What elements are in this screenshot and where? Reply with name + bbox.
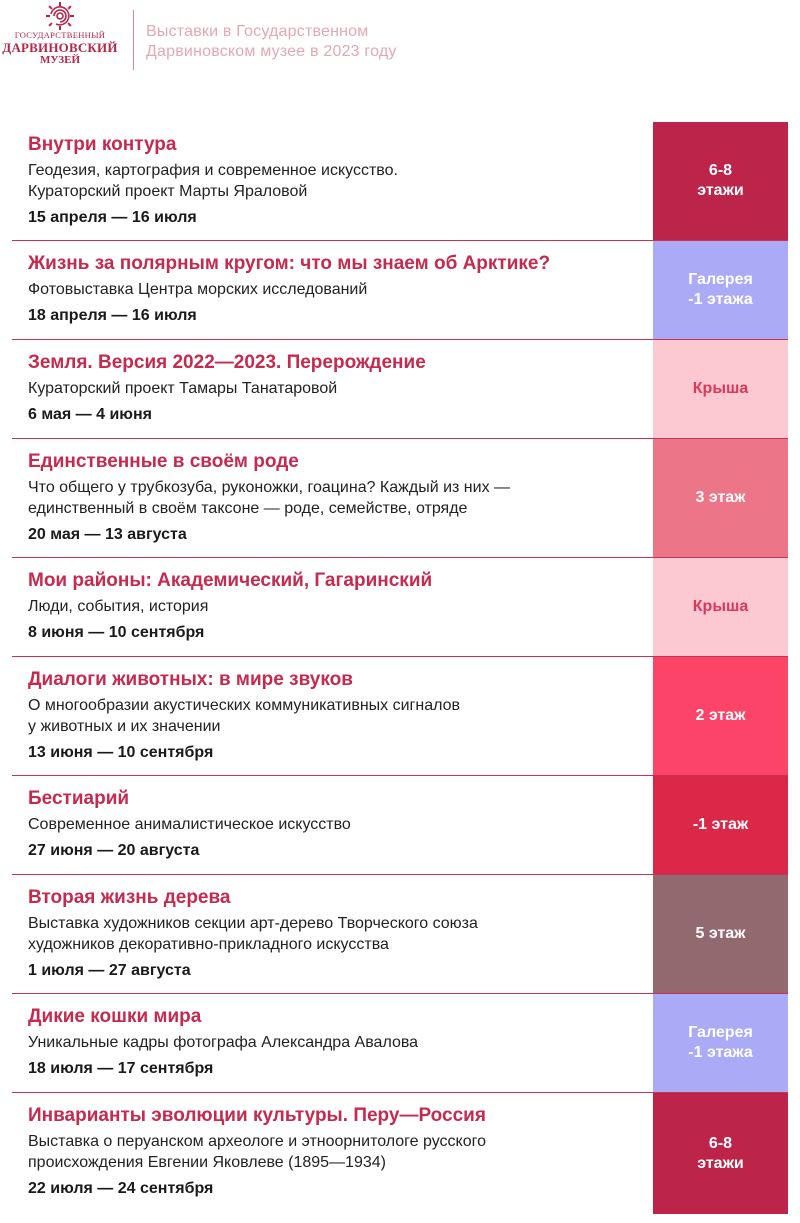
exhibition-info	[28, 558, 638, 643]
exhibition-row	[12, 241, 788, 340]
exhibition-description: Выставка художников секции арт-дерево Творческого союза художников декоративно-прикладного искусства	[28, 915, 478, 953]
exhibition-description: Фотовыставка Центра морских исследований	[28, 281, 368, 298]
floor-badge: Крыша	[653, 558, 788, 656]
exhibition-row	[12, 439, 788, 558]
floor-badge: 6-8 этажи	[653, 1093, 788, 1214]
exhibition-description: Современное анималистическое искусство	[28, 816, 351, 833]
exhibition-row	[12, 875, 788, 994]
exhibition-info	[28, 657, 638, 763]
museum-logo[interactable]	[0, 2, 120, 76]
floor-badge: 5 этаж	[653, 875, 788, 993]
exhibition-dates: 13 июня — 10 сентября	[28, 744, 214, 761]
exhibition-description: Что общего у трубкозуба, руконожки, гоацина? Каждый из них — единственный в своём таксоне — роде, семействе, отряде	[28, 479, 511, 517]
exhibition-description: Уникальные кадры фотографа Александра Авалова	[28, 1034, 419, 1051]
exhibition-title: Вторая жизнь дерева	[28, 887, 231, 908]
exhibition-row	[12, 558, 788, 657]
exhibition-dates: 20 мая — 13 августа	[28, 526, 187, 543]
floor-badge: 3 этаж	[653, 439, 788, 557]
exhibition-info	[28, 1093, 638, 1199]
floor-badge: Крыша	[653, 340, 788, 438]
exhibition-dates: 22 июля — 24 сентября	[28, 1180, 214, 1197]
exhibition-list	[12, 122, 788, 1214]
exhibition-dates: 6 мая — 4 июня	[28, 406, 152, 423]
exhibition-info	[28, 776, 638, 861]
exhibition-description: Кураторский проект Тамары Танатаровой	[28, 380, 338, 397]
exhibition-title: Инварианты эволюции культуры. Перу—Россия	[28, 1105, 486, 1126]
exhibition-info	[28, 439, 638, 545]
floor-badge: Галерея -1 этажа	[653, 241, 788, 339]
exhibition-info	[28, 241, 638, 326]
exhibition-row	[12, 1093, 788, 1214]
logo-text-line3: МУЗЕЙ	[39, 53, 80, 66]
exhibition-dates: 27 июня — 20 августа	[28, 842, 200, 859]
exhibition-row	[12, 657, 788, 776]
page-header	[0, 0, 800, 80]
exhibition-title: Диалоги животных: в мире звуков	[28, 669, 353, 690]
exhibition-description: Выставка о перуанском археологе и этноорнитологе русского происхождения Евгении Яковлеве (1895—1934)	[28, 1133, 487, 1171]
exhibition-dates: 1 июля — 27 августа	[28, 962, 191, 979]
exhibition-info	[28, 122, 638, 228]
floor-badge: Галерея -1 этажа	[653, 994, 788, 1092]
exhibition-title: Мои районы: Академический, Гагаринский	[28, 570, 433, 591]
header-divider	[133, 10, 134, 70]
exhibition-row	[12, 340, 788, 439]
exhibition-title: Дикие кошки мира	[28, 1006, 202, 1027]
exhibition-dates: 18 июля — 17 сентября	[28, 1060, 214, 1077]
exhibition-title: Внутри контура	[28, 134, 177, 155]
logo-text-line1: ГОСУДАРСТВЕННЫЙ	[14, 30, 106, 40]
exhibition-row	[12, 776, 788, 875]
exhibition-row	[12, 994, 788, 1093]
exhibition-info	[28, 994, 638, 1079]
exhibition-dates: 15 апреля — 16 июля	[28, 209, 197, 226]
exhibition-description: О многообразии акустических коммуникативных сигналов у животных и их значении	[28, 697, 461, 735]
logo-text-line2: ДАРВИНОВСКИЙ	[2, 39, 118, 55]
exhibition-dates: 8 июня — 10 сентября	[28, 624, 205, 641]
floor-badge: 2 этаж	[653, 657, 788, 775]
exhibition-title: Жизнь за полярным кругом: что мы знаем об Арктике?	[28, 253, 551, 274]
exhibition-title: Земля. Версия 2022—2023. Перерождение	[28, 352, 426, 373]
exhibition-title: Единственные в своём роде	[28, 451, 299, 472]
exhibition-info	[28, 340, 638, 425]
exhibition-title: Бестиарий	[28, 788, 130, 809]
exhibition-row	[12, 122, 788, 241]
exhibition-info	[28, 875, 638, 981]
floor-badge: 6-8 этажи	[653, 122, 788, 240]
page-title: Выставки в Государственном Дарвиновском музее в 2023 году	[146, 23, 397, 60]
exhibition-description: Люди, события, история	[28, 598, 209, 615]
exhibition-dates: 18 апреля — 16 июля	[28, 307, 197, 324]
floor-badge: -1 этаж	[653, 776, 788, 874]
exhibition-description: Геодезия, картография и современное искусство. Кураторский проект Марты Яраловой	[28, 162, 398, 200]
spiral-shell-icon	[44, 2, 76, 30]
